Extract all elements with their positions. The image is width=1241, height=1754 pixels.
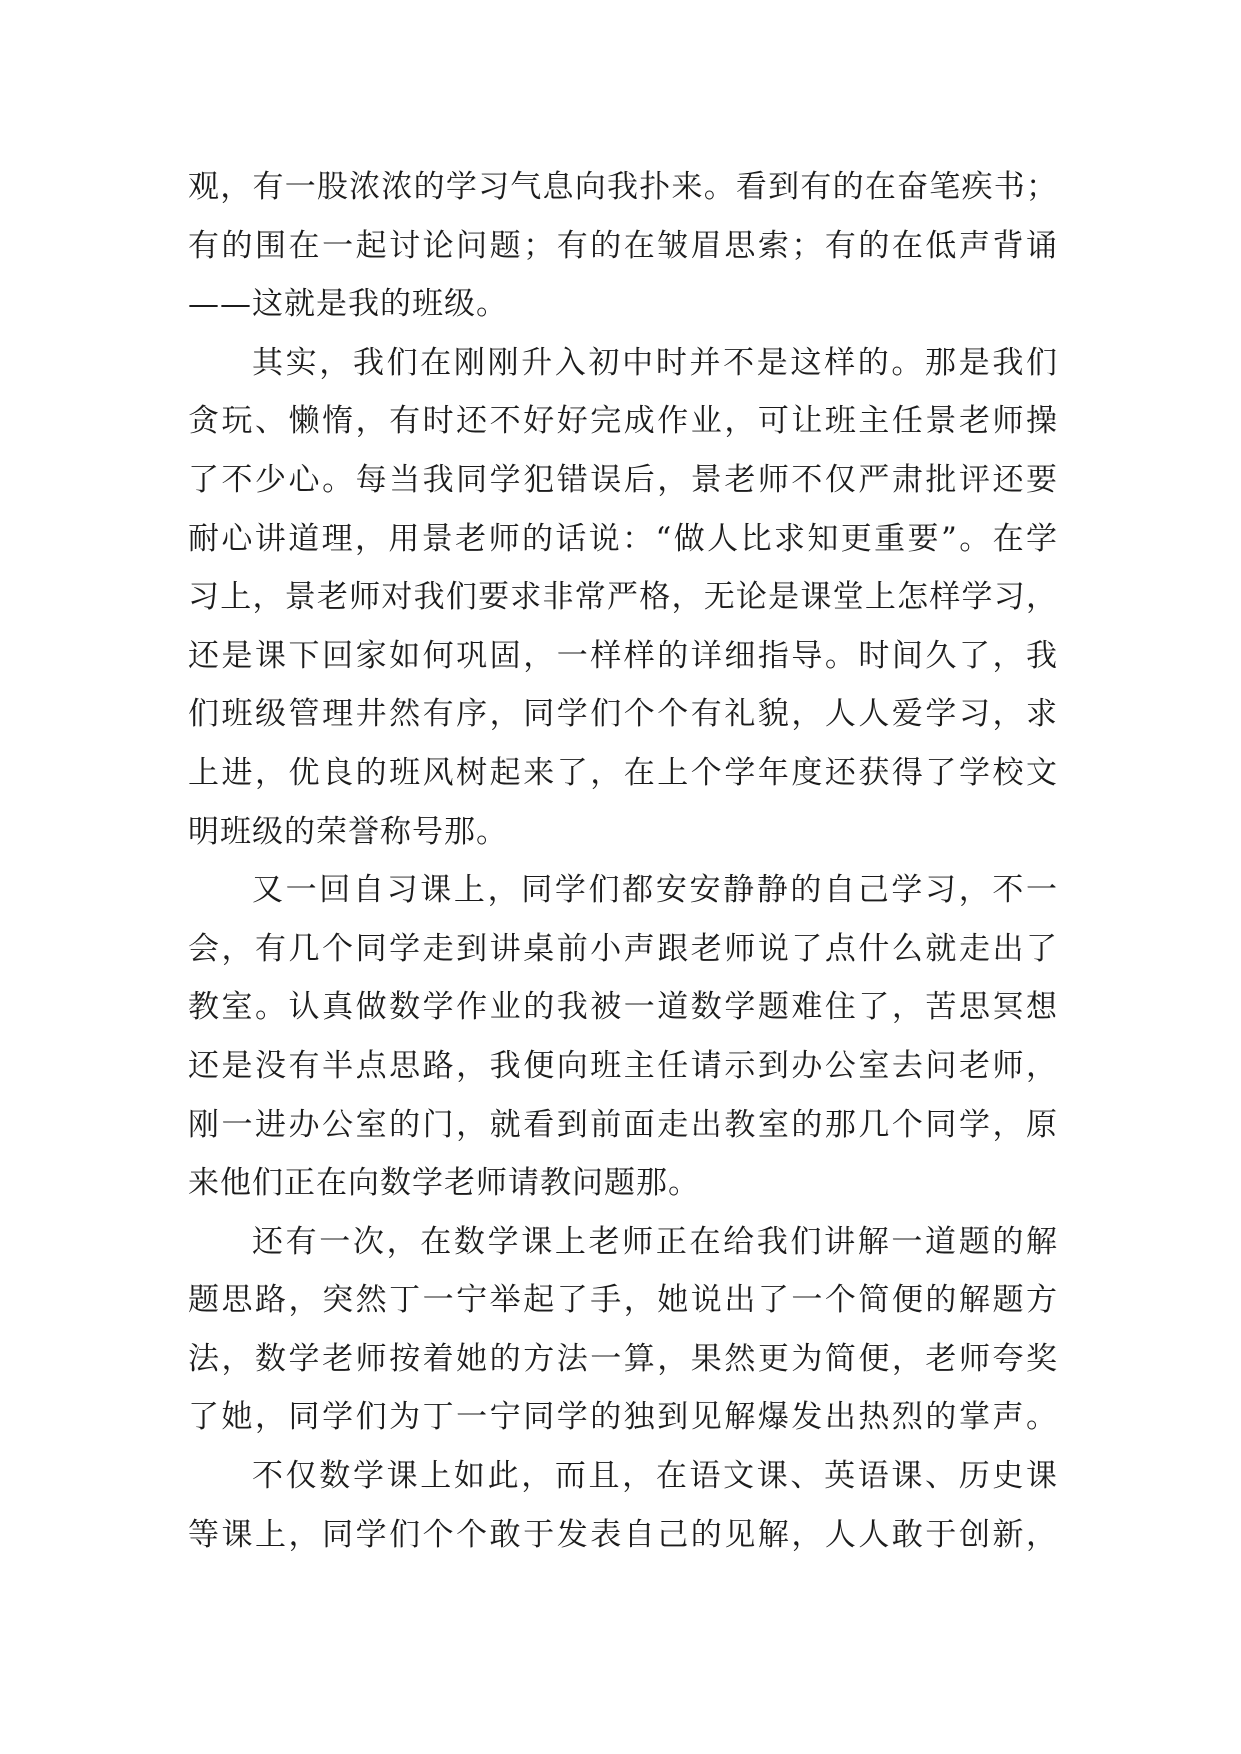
text-line: 会，有几个同学走到讲桌前小声跟老师说了点什么就走出了 [188, 930, 1058, 967]
text-line: 还是没有半点思路，我便向班主任请示到办公室去问老师， [188, 1047, 1058, 1084]
text-line: ——这就是我的班级。 [188, 286, 508, 323]
text-line: 明班级的荣誉称号那。 [188, 813, 508, 850]
text-line: 题思路，突然丁一宁举起了手，她说出了一个简便的解题方 [188, 1282, 1058, 1319]
text-line: 观，有一股浓浓的学习气息向我扑来。看到有的在奋笔疾书； [188, 169, 1058, 205]
text-line: 有的围在一起讨论问题；有的在皱眉思索；有的在低声背诵 [188, 227, 1058, 264]
text-line: 了不少心。每当我同学犯错误后，景老师不仅严肃批评还要 [188, 461, 1058, 498]
text-line: 上进，优良的班风树起来了，在上个学年度还获得了学校文 [188, 754, 1058, 791]
text-line: 们班级管理井然有序，同学们个个有礼貌，人人爱学习，求 [188, 696, 1058, 733]
text-line: 还有一次，在数学课上老师正在给我们讲解一道题的解 [252, 1223, 1058, 1260]
text-line: 还是课下回家如何巩固，一样样的详细指导。时间久了，我 [188, 637, 1058, 674]
text-line: 贪玩、懒惰，有时还不好好完成作业，可让班主任景老师操 [188, 403, 1058, 440]
text-line: 法，数学老师按着她的方法一算，果然更为简便，老师夸奖 [188, 1340, 1058, 1377]
text-line: 其实，我们在刚刚升入初中时并不是这样的。那是我们 [252, 344, 1058, 381]
text-line: 又一回自习课上，同学们都安安静静的自己学习，不一 [252, 872, 1058, 909]
text-line: 刚一进办公室的门，就看到前面走出教室的那几个同学，原 [188, 1106, 1058, 1143]
text-line: 习上，景老师对我们要求非常严格，无论是课堂上怎样学习， [188, 579, 1058, 616]
document-body [188, 158, 1058, 1564]
text-line: 不仅数学课上如此，而且，在语文课、英语课、历史课 [252, 1458, 1058, 1495]
text-line: 来他们正在向数学老师请教问题那。 [188, 1165, 700, 1202]
text-line: 耐心讲道理，用景老师的话说：“做人比求知更重要”。在学 [188, 520, 1058, 557]
text-line: 教室。认真做数学作业的我被一道数学题难住了，苦思冥想 [188, 989, 1058, 1026]
text-line: 了她，同学们为丁一宁同学的独到见解爆发出热烈的掌声。 [188, 1399, 1058, 1436]
text-line: 等课上，同学们个个敢于发表自己的见解，人人敢于创新， [188, 1516, 1058, 1553]
